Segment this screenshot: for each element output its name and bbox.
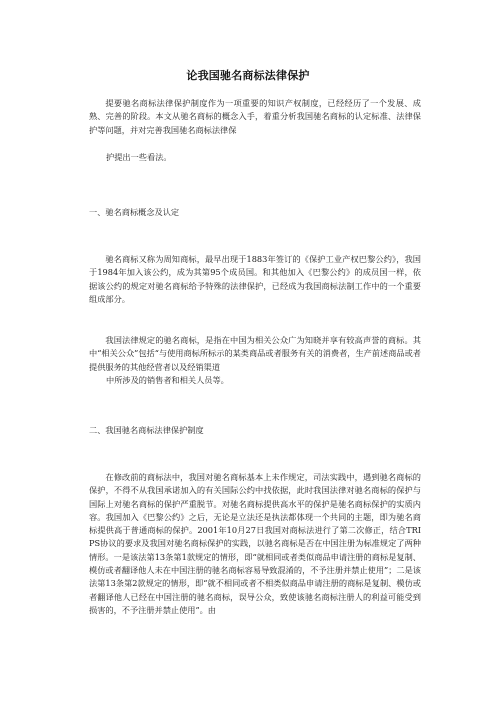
section2-paragraph-1: 在修改前的商标法中，我国对驰名商标基本上未作规定，司法实践中，遇到驰名商标的保护，不得不从我国承诺加入的有关国际公约中找依据，此时我国法律对驰名商标的保护与国际上对驰名商标的保护严重脱节。对驰名商标提供高水平的保护是驰名商标保护的实质内容。我国加入《巴黎公约》之后，无论是立法还是执法都体现一个共同的主题，即为驰名商标提供高于普通商标的保护。2001年10月27日我国对商标法进行了第二次修正，结合TRIPS协议的要求及我国对驰名商标保护的实践，以驰名商标是否在中国注册为标准规定了两种情形。一是该法第13条第1款规定的情形，即“就相同或者类似商品申请注册的商标是复制、模仿或者翻译他人未在中国注册的驰名商标容易导致混淆的，不予注册并禁止使用”；二是该法第13条第2款规定的情形，即“就不相同或者不相类似商品申请注册的商标是复制、模仿或者翻译他人已经在中国注册的驰名商标，误导公众，致使该驰名商标注册人的利益可能受到损害的，不予注册并禁止使用”。由 [89, 472, 421, 615]
section1-paragraph-1: 驰名商标又称为周知商标，最早出现于1883年签订的《保护工业产权巴黎公约》，我国于1984年加入该公约，成为其第95个成员国。和其他加入《巴黎公约》的成员国一样，依据该公约的规定对驰名商标给予特殊的法律保护，已经成为我国商标法制工作中的一个重要组成部分。 [89, 254, 421, 304]
document-title: 论我国驰名商标法律保护 [186, 69, 310, 82]
abstract-continuation: 护提出一些看法。 [106, 152, 172, 162]
section-heading-2: 二、我国驰名商标法律保护制度 [89, 425, 204, 435]
section1-paragraph-2: 我国法律规定的驰名商标，是指在中国为相关公众广为知晓并享有较高声誉的商标。其中“相关公众”包括“与使用商标所标示的某类商品或者服务有关的消费者，生产前述商品或者提供服务的其他经营者以及经销渠道 [89, 335, 421, 372]
section1-paragraph-2-continuation: 中所涉及的销售者和相关人员等。 [106, 375, 229, 385]
section-heading-1: 一、驰名商标概念及认定 [89, 207, 180, 217]
abstract-paragraph: 提要驰名商标法律保护制度作为一项重要的知识产权制度，已经经历了一个发展、成熟、完善的阶段。本文从驰名商标的概念入手，着重分析我国驰名商标的认定标准、法律保护等问题，并对完善我国驰名商标法律保 [89, 98, 421, 135]
